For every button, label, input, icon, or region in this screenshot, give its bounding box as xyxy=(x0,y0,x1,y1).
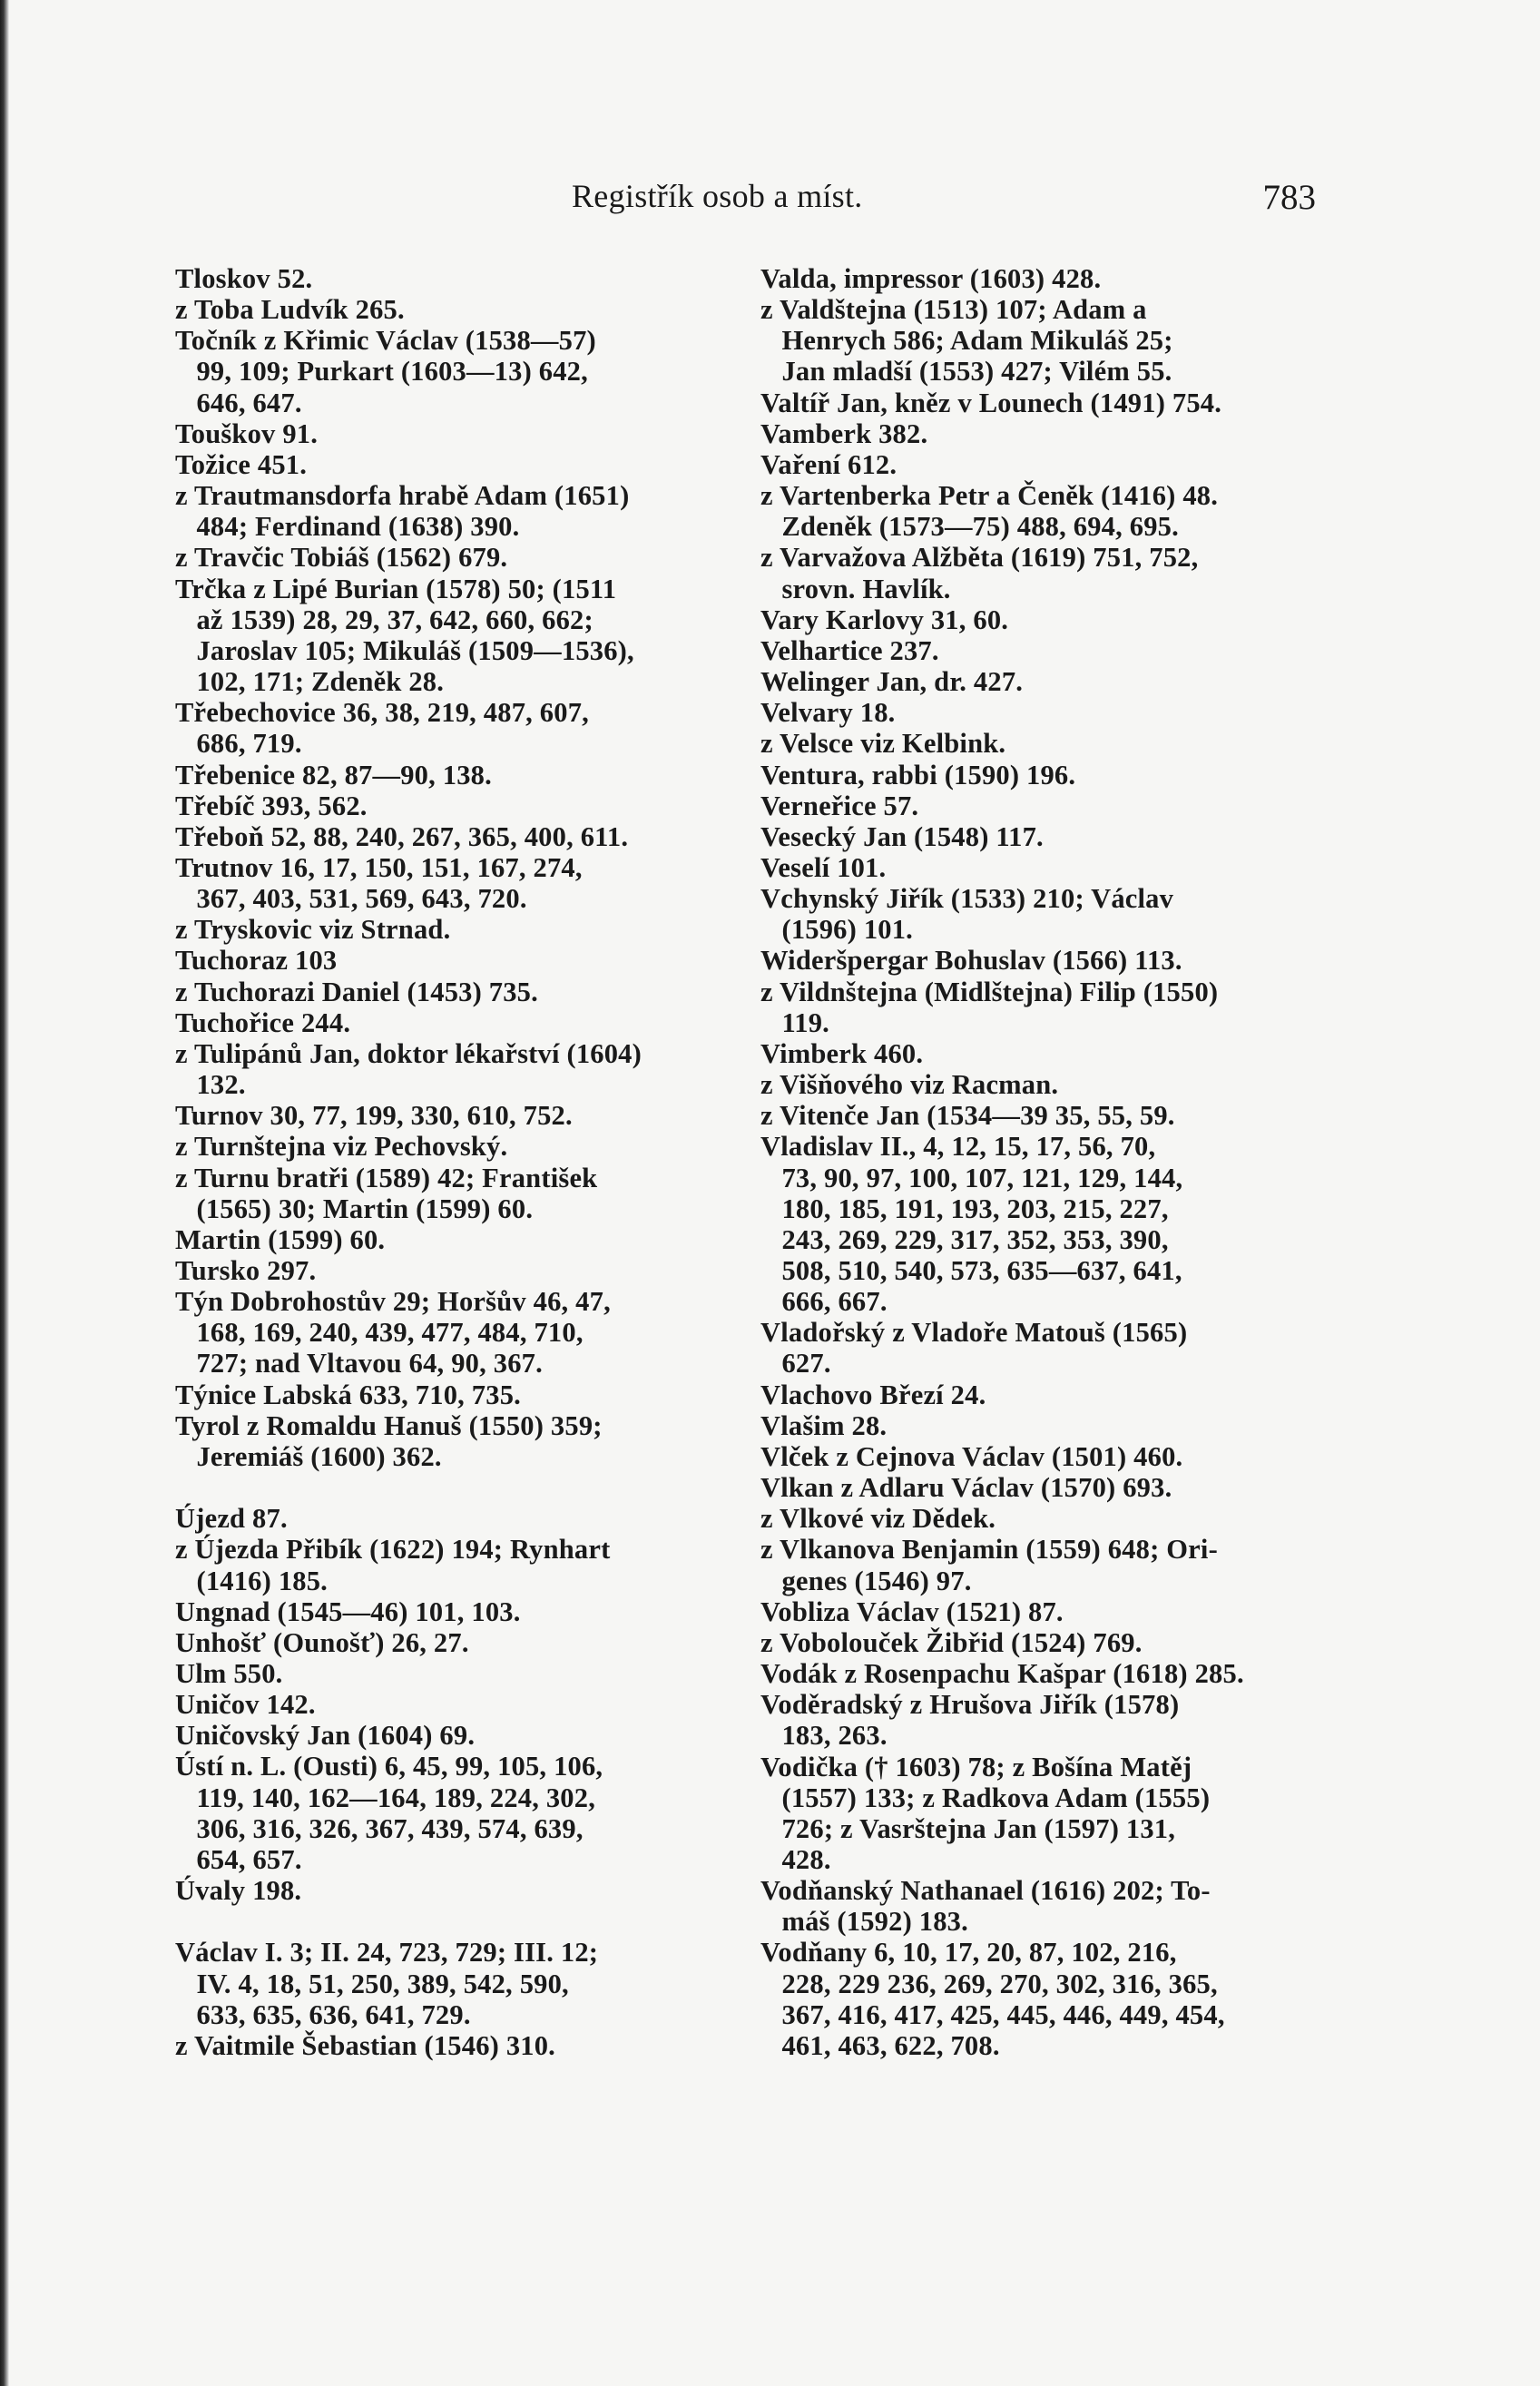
index-line: Verneřice 57. xyxy=(760,790,919,821)
index-line: Třebíč 393, 562. xyxy=(175,790,368,821)
index-line: (1596) 101. xyxy=(760,914,913,946)
index-line: Welinger Jan, dr. 427. xyxy=(760,666,1024,698)
index-line: z Turnštejna viz Pechovský. xyxy=(175,1131,508,1163)
page-binding-edge xyxy=(0,0,9,2386)
index-line: Tožice 451. xyxy=(175,448,308,480)
index-line: IV. 4, 18, 51, 250, 389, 542, 590, xyxy=(175,1968,569,1999)
index-line: 306, 316, 326, 367, 439, 574, 639, xyxy=(175,1812,584,1844)
index-line: z Vobolouček Žibřid (1524) 769. xyxy=(760,1626,1143,1658)
index-line: 183, 263. xyxy=(760,1720,888,1752)
index-line: Tuchořice 244. xyxy=(175,1006,351,1038)
running-title: Registřík osob a míst. xyxy=(572,178,863,214)
index-line xyxy=(175,1472,720,1503)
index-line: Vlachovo Březí 24. xyxy=(760,1379,986,1410)
index-line: Vladořský z Vladoře Matouš (1565) xyxy=(760,1317,1188,1349)
index-line: Újezd 87. xyxy=(175,1503,288,1535)
index-line: (1557) 133; z Radkova Adam (1555) xyxy=(760,1782,1211,1813)
page-number: 783 xyxy=(1262,178,1316,217)
index-line: Týn Dobrohostův 29; Horšův 46, 47, xyxy=(175,1286,611,1318)
index-line: Jeremiáš (1600) 362. xyxy=(175,1440,442,1472)
index-line: z Tuchorazi Daniel (1453) 735. xyxy=(175,976,538,1007)
index-line: 243, 269, 229, 317, 352, 353, 390, xyxy=(760,1223,1169,1255)
index-line: 428. xyxy=(760,1843,831,1875)
index-line: 633, 635, 636, 641, 729. xyxy=(175,1998,471,2030)
index-line: Vodička († 1603) 78; z Bošína Matěj xyxy=(760,1751,1192,1782)
index-line: 654, 657. xyxy=(175,1843,302,1875)
index-line: Velvary 18. xyxy=(760,697,896,729)
index-line: Trutnov 16, 17, 150, 151, 167, 274, xyxy=(175,851,583,883)
index-line: 99, 109; Purkart (1603—13) 642, xyxy=(175,356,588,388)
index-line: Ulm 550. xyxy=(175,1658,283,1690)
index-line: 461, 463, 622, 708. xyxy=(760,2029,1000,2061)
index-line: (1416) 185. xyxy=(175,1565,328,1596)
index-line: (1565) 30; Martin (1599) 60. xyxy=(175,1193,534,1224)
index-line: z Trautmansdorfa hrabě Adam (1651) xyxy=(175,480,630,512)
index-line: Zdeněk (1573—75) 488, 694, 695. xyxy=(760,511,1179,543)
index-line: 228, 229 236, 269, 270, 302, 316, 365, xyxy=(760,1968,1218,1999)
index-line: Tloskov 52. xyxy=(175,263,313,294)
index-line: Unhošť (Ounošť) 26, 27. xyxy=(175,1626,469,1658)
index-line: Vimberk 460. xyxy=(760,1037,924,1069)
index-line: 102, 171; Zdeněk 28. xyxy=(175,666,445,698)
index-line: Vlašim 28. xyxy=(760,1409,888,1441)
index-line: genes (1546) 97. xyxy=(760,1565,972,1596)
index-column-left xyxy=(175,263,720,2061)
index-line: z Vitenče Jan (1534—39 35, 55, 59. xyxy=(760,1100,1175,1132)
index-line xyxy=(175,1906,720,1937)
index-column-right xyxy=(760,263,1309,2061)
index-line: Jaroslav 105; Mikuláš (1509—1536), xyxy=(175,634,634,666)
index-line: z Újezda Přibík (1622) 194; Rynhart xyxy=(175,1534,611,1566)
index-line: 73, 90, 97, 100, 107, 121, 129, 144, xyxy=(760,1162,1183,1193)
index-line: až 1539) 28, 29, 37, 642, 660, 662; xyxy=(175,604,593,635)
index-line: z Vlkanova Benjamin (1559) 648; Ori- xyxy=(760,1534,1218,1566)
index-line: Vodňany 6, 10, 17, 20, 87, 102, 216, xyxy=(760,1937,1177,1969)
index-line: 726; z Vasrštejna Jan (1597) 131, xyxy=(760,1812,1176,1844)
index-line: Vladislav II., 4, 12, 15, 17, 56, 70, xyxy=(760,1131,1156,1163)
index-line: Ústí n. L. (Ousti) 6, 45, 99, 105, 106, xyxy=(175,1751,603,1782)
index-line: z Tulipánů Jan, doktor lékařství (1604) xyxy=(175,1037,642,1069)
index-line: máš (1592) 183. xyxy=(760,1906,968,1938)
index-line: 119. xyxy=(760,1006,829,1038)
index-line: Veselí 101. xyxy=(760,851,887,883)
index-line: Vlček z Cejnova Václav (1501) 460. xyxy=(760,1440,1183,1472)
index-line: Velhartice 237. xyxy=(760,634,939,666)
index-line: z Vildnštejna (Midlštejna) Filip (1550) xyxy=(760,976,1219,1007)
index-line: Třeboň 52, 88, 240, 267, 365, 400, 611. xyxy=(175,820,629,852)
page-header xyxy=(572,177,1316,222)
index-line: 367, 403, 531, 569, 643, 720. xyxy=(175,883,527,915)
index-line: 180, 185, 191, 193, 203, 215, 227, xyxy=(760,1193,1169,1224)
index-line: Ungnad (1545—46) 101, 103. xyxy=(175,1596,521,1627)
index-line: Uničov 142. xyxy=(175,1689,316,1721)
index-line: z Travčic Tobiáš (1562) 679. xyxy=(175,542,508,574)
index-line: Václav I. 3; II. 24, 723, 729; III. 12; xyxy=(175,1937,599,1969)
index-line: Uničovský Jan (1604) 69. xyxy=(175,1720,476,1752)
index-line: 119, 140, 162—164, 189, 224, 302, xyxy=(175,1782,596,1813)
index-line: Trčka z Lipé Burian (1578) 50; (1511 xyxy=(175,573,617,604)
index-line: srovn. Havlík. xyxy=(760,573,951,604)
index-line: Henrych 586; Adam Mikuláš 25; xyxy=(760,325,1173,357)
index-line: Vodák z Rosenpachu Kašpar (1618) 285. xyxy=(760,1658,1244,1690)
index-line: 666, 667. xyxy=(760,1286,888,1318)
index-line: 508, 510, 540, 573, 635—637, 641, xyxy=(760,1255,1182,1286)
index-line: Třebechovice 36, 38, 219, 487, 607, xyxy=(175,697,589,729)
index-line: Vamberk 382. xyxy=(760,417,928,449)
index-line: z Toba Ludvík 265. xyxy=(175,294,405,326)
index-line: Vary Karlovy 31, 60. xyxy=(760,604,1009,635)
index-line: Touškov 91. xyxy=(175,417,319,449)
index-line: Ventura, rabbi (1590) 196. xyxy=(760,759,1076,790)
index-line: Třebenice 82, 87—90, 138. xyxy=(175,759,492,790)
index-line: Vesecký Jan (1548) 117. xyxy=(760,820,1044,852)
index-line: 627. xyxy=(760,1348,831,1380)
index-line: Tuchoraz 103 xyxy=(175,945,338,977)
index-line: Valtíř Jan, kněz v Lounech (1491) 754. xyxy=(760,387,1222,418)
index-line: Týnice Labská 633, 710, 735. xyxy=(175,1379,521,1410)
index-line: Vlkan z Adlaru Václav (1570) 693. xyxy=(760,1472,1172,1504)
index-line: Wideršpergar Bohuslav (1566) 113. xyxy=(760,945,1182,977)
index-line: 132. xyxy=(175,1069,246,1101)
index-line: 484; Ferdinand (1638) 390. xyxy=(175,511,520,543)
index-line: z Valdštejna (1513) 107; Adam a xyxy=(760,294,1147,326)
index-line: z Turnu bratři (1589) 42; František xyxy=(175,1162,598,1193)
index-line: 168, 169, 240, 439, 477, 484, 710, xyxy=(175,1317,584,1349)
index-line: 367, 416, 417, 425, 445, 446, 449, 454, xyxy=(760,1998,1225,2030)
index-line: Tursko 297. xyxy=(175,1255,317,1286)
index-line: z Vaitmile Šebastian (1546) 310. xyxy=(175,2029,555,2061)
index-line: Martin (1599) 60. xyxy=(175,1223,386,1255)
index-line: Voděradský z Hrušova Jiřík (1578) xyxy=(760,1689,1180,1721)
index-line: Tyrol z Romaldu Hanuš (1550) 359; xyxy=(175,1409,603,1441)
index-line: Vaření 612. xyxy=(760,448,898,480)
index-line: Turnov 30, 77, 199, 330, 610, 752. xyxy=(175,1100,573,1132)
index-line: 727; nad Vltavou 64, 90, 367. xyxy=(175,1348,543,1380)
index-line: z Višňového viz Racman. xyxy=(760,1069,1059,1101)
index-line: z Vlkové viz Dědek. xyxy=(760,1503,996,1535)
index-line: z Velsce viz Kelbink. xyxy=(760,728,1006,760)
index-line: z Tryskovic viz Strnad. xyxy=(175,914,451,946)
index-line: Jan mladší (1553) 427; Vilém 55. xyxy=(760,356,1172,388)
index-line: z Vartenberka Petr a Čeněk (1416) 48. xyxy=(760,480,1219,512)
index-line: Vchynský Jiřík (1533) 210; Václav xyxy=(760,883,1174,915)
index-line: Točník z Křimic Václav (1538—57) xyxy=(175,325,596,357)
index-line: 646, 647. xyxy=(175,387,302,418)
index-line: Úvaly 198. xyxy=(175,1875,302,1907)
index-line: Vobliza Václav (1521) 87. xyxy=(760,1596,1064,1627)
index-line: 686, 719. xyxy=(175,728,302,760)
index-line: z Varvažova Alžběta (1619) 751, 752, xyxy=(760,542,1199,574)
index-line: Valda, impressor (1603) 428. xyxy=(760,263,1102,294)
index-line: Vodňanský Nathanael (1616) 202; To- xyxy=(760,1875,1211,1907)
